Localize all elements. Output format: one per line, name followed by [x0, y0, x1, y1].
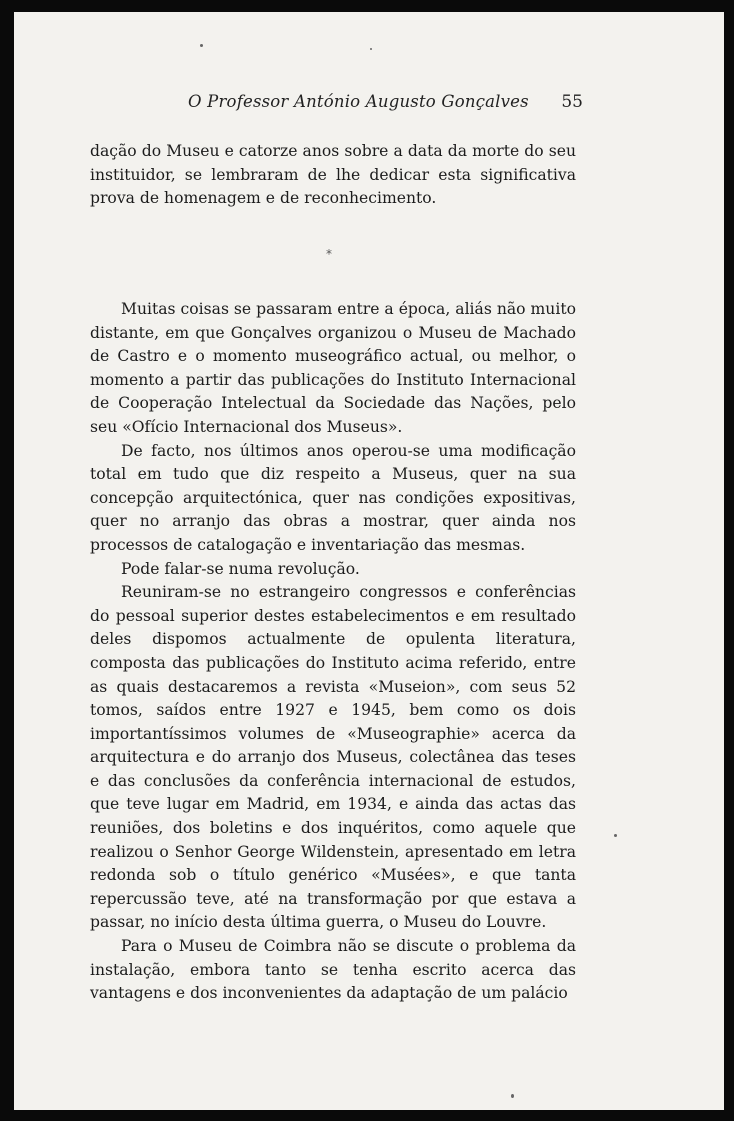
scan-speck — [614, 834, 617, 837]
book-page — [14, 12, 724, 1110]
paragraph: Reuniram-se no estrangeiro congressos e conferências do pessoal superior destes estabelecimentos e em resultado deles dispomos actualmente de opulenta literatura, composta das publicações do Instituto acima referido, entre as quais destacaremos a revista «Museion», com seus 52 tomos, saídos entre 1927 e 1945, bem como os dois importantíssimos volumes de «Museographie» acerca da arquitectura e do arranjo dos Museus, colectânea das teses e das conclusões da conferência internacional de estudos, que teve lugar em Madrid, em 1934, e ainda das actas das reuniões, dos boletins e dos inquéritos, como aquele que realizou o Senhor George Wildenstein, apresentado em letra redonda sob o título genérico «Musées», e que tanta repercussão teve, até na transformação por que estava a passar, no início desta última guerra, o Museu do Louvre. — [90, 583, 576, 932]
scan-speck — [200, 44, 203, 47]
running-head — [188, 92, 583, 118]
scan-speck — [370, 48, 372, 50]
continuation-paragraph: dação do Museu e catorze anos sobre a data da morte do seu instituidor, se lembraram de lhe dedicar esta significativa prova de homenagem e de reconhecimento. — [90, 142, 576, 208]
paragraph: Pode falar-se numa revolução. — [121, 559, 360, 578]
paragraph: Muitas coisas se passaram entre a época, aliás não muito distante, em que Gonçalves organizou o Museu de Machado de Castro e o momento museográfico actual, ou melhor, o momento a partir das publicações do Instituto Internacional de Cooperação Intelectual da Sociedade das Nações, pelo seu «Ofício Internacional dos Museus». — [90, 300, 576, 436]
running-title: O Professor António Augusto Gonçalves — [188, 92, 529, 111]
paragraph: Para o Museu de Coimbra não se discute o problema da instalação, embora tanto se tenha escrito acerca das vantagens e dos inconvenientes da adaptação de um palácio — [90, 937, 576, 1003]
paragraph: De facto, nos últimos anos operou-se uma modificação total em tudo que diz respeito a Museus, quer na sua concepção arquitectónica, quer nas condições expositivas, quer no arranjo das obras a mostrar, quer ainda nos processos de catalogação e inventariação das mesmas. — [90, 441, 576, 554]
main-text — [90, 298, 576, 1006]
section-divider: * — [326, 247, 332, 261]
page-number: 55 — [561, 92, 583, 112]
scan-speck — [511, 1094, 514, 1098]
continuation-text — [90, 140, 576, 211]
